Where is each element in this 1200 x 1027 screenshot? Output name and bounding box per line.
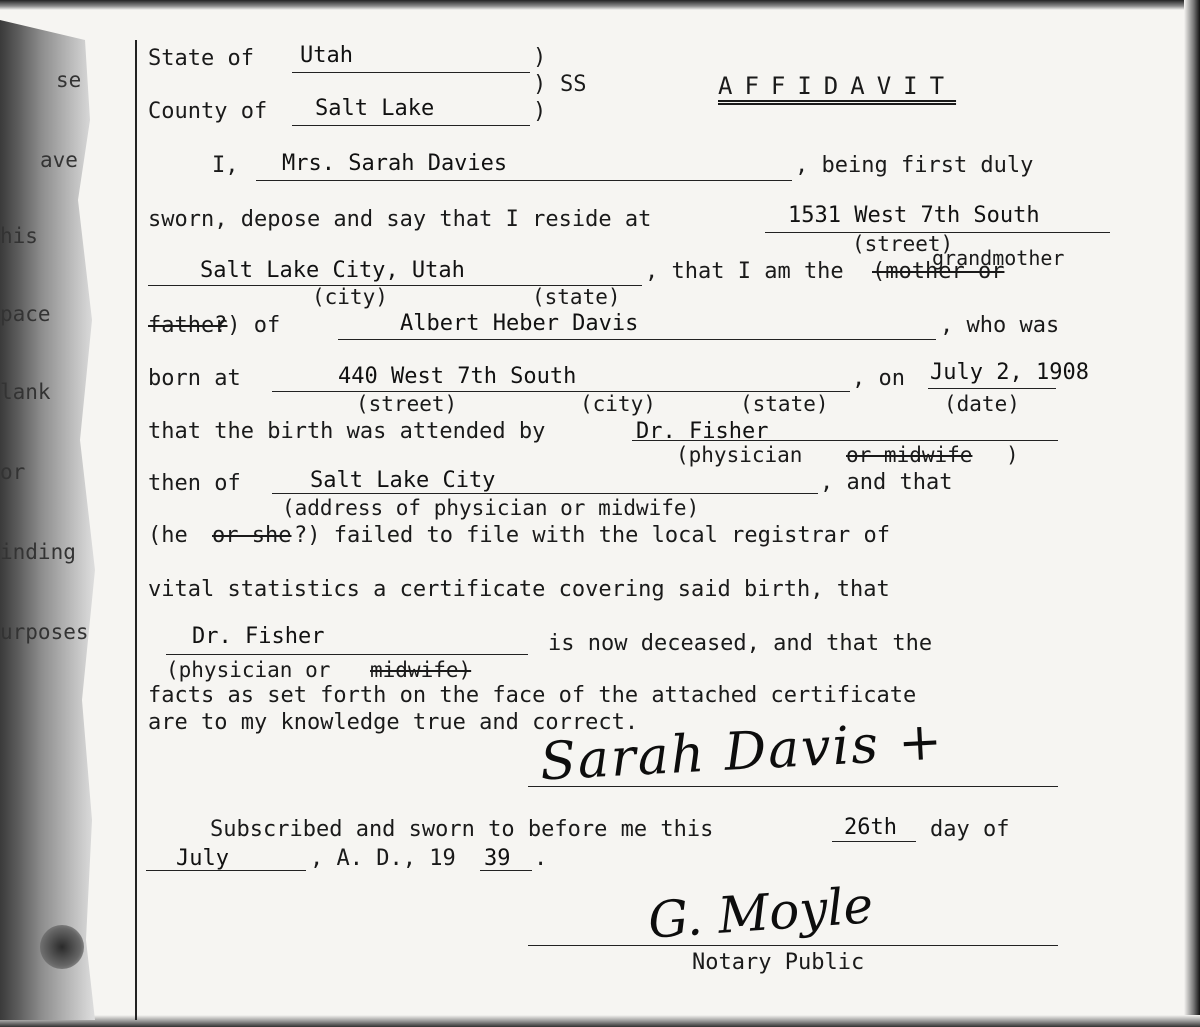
birth-date: July 2, 1908 [930,360,1089,385]
margin-fragment: ave [40,148,78,172]
physician-label-2: (physician or [166,658,331,682]
line1-suffix: , being first duly [795,153,1034,178]
city-label: (city) [312,285,388,309]
jurat-period: . [534,846,548,871]
birth-date-label: (date) [944,392,1020,416]
margin-fragment: or [0,460,26,484]
deceased-line [166,654,528,655]
paper-stain [40,925,84,969]
birth-state-label: (state) [740,392,829,416]
jurat-year-prefix: , A. D., 19 [310,846,456,871]
margin-rule [135,40,137,1020]
residence-street: 1531 West 7th South [788,203,1040,228]
margin-fragment: his [0,224,38,248]
attendant-address: Salt Lake City [310,468,496,493]
jurat-text: Subscribed and sworn to before me this [210,817,714,842]
notary-signature: G. Moyle [646,876,875,950]
margin-fragment: se [56,68,82,92]
jurat-month-line [146,870,306,871]
affiant-signature-line [528,786,1058,787]
scan-shadow-right [1184,0,1200,1027]
line9-text: vital statistics a certificate covering said birth, that [148,577,890,602]
county-line [292,125,530,126]
notary-label: Notary Public [692,950,865,975]
margin-fragment: lank [0,380,51,404]
line10-text: is now deceased, and that the [548,631,933,656]
jurat-year-suffix: 39 [484,846,511,871]
attendant-address-line [272,493,818,494]
birth-city-label: (city) [580,392,656,416]
attendant-address-label: (address of physician or midwife) [282,496,700,520]
jurat-month: July [176,846,229,871]
line7-suffix: , and that [820,470,953,495]
scan-shadow-top [0,0,1200,10]
state-label: State of [148,46,254,71]
affiant-line [256,180,792,181]
physician-label-close: ) [1006,443,1019,467]
birth-date-line [928,388,1056,389]
line11-text: facts as set forth on the face of the attached certificate [148,683,917,708]
line1-prefix: I, [212,153,239,178]
jurat-day-line [832,841,916,842]
physician-label: (physician [676,443,803,467]
line5-prefix: born at [148,366,241,391]
midwife-struck: or midwife [846,443,973,467]
line8-rest: ?) failed to file with the local registrar of [294,523,891,548]
scan-shadow-bottom [0,1015,1200,1027]
line6-text: that the birth was attended by [148,419,546,444]
affiant-name: Mrs. Sarah Davies [282,151,508,176]
residence-city-state: Salt Lake City, Utah [200,258,465,283]
relationship-inserted: grandmother [932,246,1065,270]
notary-signature-line [528,945,1058,946]
line12-text: are to my knowledge true and correct. [148,710,639,735]
margin-fragment: pace [0,302,51,326]
affiant-signature: Sarah Davis + [538,711,946,793]
line8-or-she-struck: or she [212,523,292,548]
line7-prefix: then of [148,471,241,496]
child-name-line [338,339,936,340]
residence-street-label: (street) [852,232,954,256]
line4-suffix: , who was [940,313,1060,338]
jurat-day: 26th [844,815,897,840]
bracket: ) [533,45,547,70]
jurat-year-line [480,870,532,871]
line3-text: , that I am the [645,259,844,284]
line4-after-father: ?) of [214,313,281,338]
jurat-day-suffix: day of [930,817,1010,842]
attendant-line [632,440,1058,441]
line2-text: sworn, depose and say that I reside at [148,207,652,232]
county-label: County of [148,99,268,124]
margin-fragment: urposes [0,620,89,644]
deceased-name: Dr. Fisher [192,624,325,649]
attendant-name: Dr. Fisher [636,419,769,444]
state-line [292,72,530,73]
birth-street-label: (street) [356,392,458,416]
line5-on: , on [852,366,905,391]
bracket: ) [533,99,547,124]
midwife-struck-2: midwife) [370,658,472,682]
birth-address: 440 West 7th South [338,364,577,389]
ss-label: SS [560,72,587,97]
county-value: Salt Lake [315,96,435,121]
margin-fragment: inding [0,540,76,564]
document-title: AFFIDAVIT [718,72,957,100]
state-label-small: (state) [532,285,621,309]
father-struck: father [148,313,228,338]
child-name: Albert Heber Davis [400,311,639,336]
bracket: ) [533,72,547,97]
line8-he: (he [148,523,188,548]
state-value: Utah [300,43,353,68]
relationship-struck: (mother or [872,259,1005,284]
